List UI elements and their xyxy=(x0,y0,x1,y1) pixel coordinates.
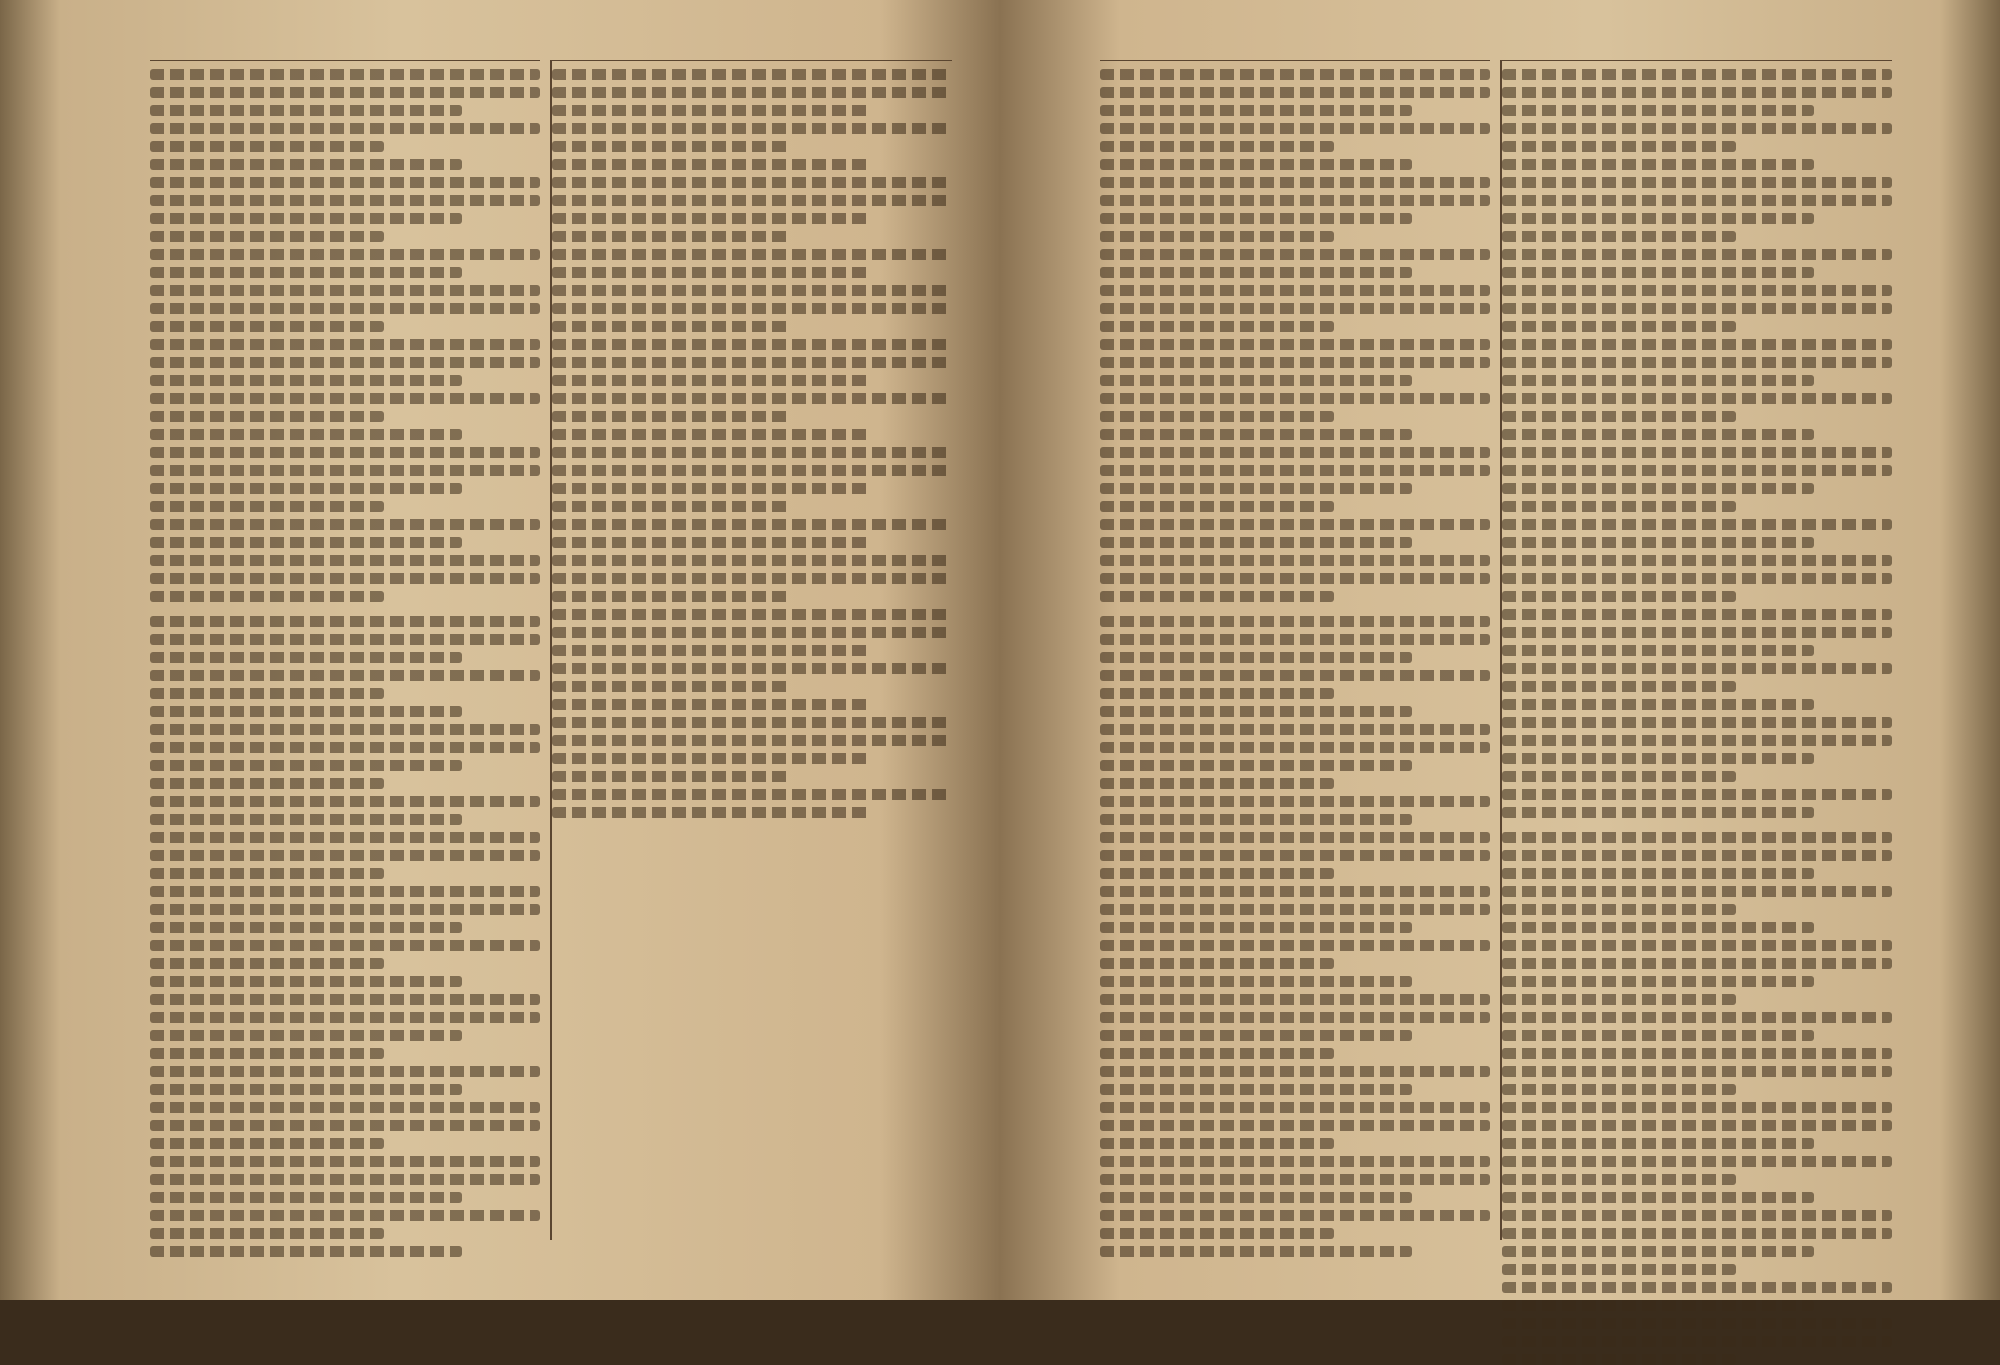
text-line xyxy=(1502,357,1892,368)
text-line xyxy=(150,868,384,879)
text-line xyxy=(1502,555,1892,566)
text-line xyxy=(1502,411,1736,422)
text-line xyxy=(1502,1120,1892,1131)
text-line xyxy=(1100,69,1490,80)
text-line xyxy=(552,717,952,728)
text-line xyxy=(1100,537,1412,548)
text-line xyxy=(1100,1102,1490,1113)
text-line xyxy=(150,832,540,843)
text-line xyxy=(552,681,792,692)
text-line xyxy=(150,1048,384,1059)
text-line xyxy=(1502,1066,1892,1077)
text-line xyxy=(1100,195,1490,206)
text-line xyxy=(1100,724,1490,735)
text-line xyxy=(1502,994,1736,1005)
text-line xyxy=(1502,850,1892,861)
text-line xyxy=(1502,213,1814,224)
text-line xyxy=(150,393,540,404)
text-line xyxy=(150,159,462,170)
text-line xyxy=(150,994,540,1005)
text-line xyxy=(1502,832,1892,843)
text-line xyxy=(552,465,952,476)
text-line xyxy=(150,591,384,602)
text-line xyxy=(150,501,384,512)
text-line xyxy=(150,688,384,699)
text-line xyxy=(1502,87,1892,98)
text-line xyxy=(552,195,952,206)
text-line xyxy=(1502,976,1814,987)
text-line xyxy=(1100,1228,1334,1239)
text-line xyxy=(1100,573,1490,584)
text-line xyxy=(1502,1156,1892,1167)
text-line xyxy=(552,177,952,188)
left-page-column-1 xyxy=(150,60,540,1240)
text-line xyxy=(150,1156,540,1167)
text-line xyxy=(1100,994,1490,1005)
text-line xyxy=(150,778,384,789)
text-line xyxy=(150,1066,540,1077)
text-line xyxy=(1100,1084,1412,1095)
right-page-column-2 xyxy=(1500,60,1892,1240)
text-line xyxy=(552,627,952,638)
text-line xyxy=(150,213,462,224)
text-line xyxy=(1502,105,1814,116)
text-line xyxy=(150,1246,462,1257)
text-line xyxy=(1502,904,1736,915)
text-line xyxy=(150,303,540,314)
text-line xyxy=(1100,1030,1412,1041)
text-line xyxy=(150,285,540,296)
text-line xyxy=(1502,789,1892,800)
text-line xyxy=(552,501,792,512)
text-line xyxy=(150,634,540,645)
text-line xyxy=(1100,285,1490,296)
text-line xyxy=(1502,267,1814,278)
text-line xyxy=(1100,904,1490,915)
text-line xyxy=(1502,195,1892,206)
text-line xyxy=(552,393,952,404)
text-line xyxy=(1502,1354,1736,1365)
text-line xyxy=(1502,699,1814,710)
text-line xyxy=(1100,555,1490,566)
text-line xyxy=(1100,940,1490,951)
text-line xyxy=(552,447,952,458)
text-line xyxy=(1502,519,1892,530)
text-line xyxy=(1502,1336,1892,1347)
text-line xyxy=(150,1012,540,1023)
text-line xyxy=(1100,652,1412,663)
text-line xyxy=(1100,375,1412,386)
text-line xyxy=(552,771,792,782)
text-line xyxy=(1502,940,1892,951)
text-line xyxy=(1502,465,1892,476)
text-line xyxy=(552,735,952,746)
text-line xyxy=(1100,814,1412,825)
text-line xyxy=(1502,429,1814,440)
text-line xyxy=(1100,159,1412,170)
text-line xyxy=(150,87,540,98)
left-page xyxy=(0,0,1000,1300)
text-line xyxy=(552,645,872,656)
text-line xyxy=(150,231,384,242)
text-line xyxy=(1100,177,1490,188)
text-line xyxy=(150,886,540,897)
text-line xyxy=(1100,411,1334,422)
text-line xyxy=(150,742,540,753)
text-line xyxy=(1100,303,1490,314)
text-line xyxy=(1502,1318,1892,1329)
text-line xyxy=(552,807,872,818)
text-line xyxy=(1100,1048,1334,1059)
text-line xyxy=(1100,483,1412,494)
text-line xyxy=(552,339,952,350)
text-line xyxy=(1502,1246,1814,1257)
text-line xyxy=(1502,69,1892,80)
text-line xyxy=(1100,832,1490,843)
text-line xyxy=(150,1138,384,1149)
text-line xyxy=(1100,357,1490,368)
text-line xyxy=(1100,1192,1412,1203)
text-lines xyxy=(1100,616,1490,1257)
text-line xyxy=(1502,958,1892,969)
text-line xyxy=(150,1120,540,1131)
text-line xyxy=(1502,1300,1814,1311)
text-line xyxy=(1100,87,1490,98)
text-line xyxy=(1100,447,1490,458)
text-line xyxy=(1100,519,1490,530)
text-line xyxy=(150,519,540,530)
text-line xyxy=(1100,1120,1490,1131)
text-line xyxy=(150,1102,540,1113)
text-line xyxy=(150,1228,384,1239)
text-line xyxy=(1100,634,1490,645)
text-line xyxy=(552,555,952,566)
text-line xyxy=(1502,285,1892,296)
text-line xyxy=(552,267,872,278)
text-line xyxy=(150,1084,462,1095)
text-line xyxy=(1502,868,1814,879)
text-line xyxy=(150,850,540,861)
text-line xyxy=(552,123,952,134)
text-line xyxy=(1502,537,1814,548)
text-line xyxy=(1100,231,1334,242)
text-line xyxy=(1100,249,1490,260)
text-line xyxy=(1502,1192,1814,1203)
text-line xyxy=(150,447,540,458)
text-line xyxy=(1100,429,1412,440)
text-line xyxy=(150,339,540,350)
text-line xyxy=(1502,717,1892,728)
text-line xyxy=(1502,303,1892,314)
text-line xyxy=(1502,681,1736,692)
text-line xyxy=(150,922,462,933)
text-line xyxy=(552,141,792,152)
text-line xyxy=(552,609,952,620)
text-line xyxy=(552,573,952,584)
text-line xyxy=(150,321,384,332)
text-line xyxy=(1502,645,1814,656)
text-line xyxy=(552,231,792,242)
text-line xyxy=(1502,609,1892,620)
text-line xyxy=(1100,1012,1490,1023)
text-line xyxy=(1502,1048,1892,1059)
text-line xyxy=(1502,627,1892,638)
text-line xyxy=(1100,105,1412,116)
text-line xyxy=(1502,1138,1814,1149)
text-line xyxy=(1100,591,1334,602)
text-line xyxy=(552,321,792,332)
text-line xyxy=(150,411,384,422)
text-line xyxy=(1502,1084,1736,1095)
text-lines xyxy=(150,69,540,602)
text-line xyxy=(552,87,952,98)
text-lines xyxy=(1100,69,1490,602)
text-line xyxy=(1100,796,1490,807)
text-line xyxy=(150,760,462,771)
text-line xyxy=(1502,339,1892,350)
text-line xyxy=(1502,483,1814,494)
text-line xyxy=(150,706,462,717)
right-page xyxy=(1000,0,2000,1300)
right-page-column-1 xyxy=(1100,60,1490,1240)
text-line xyxy=(552,303,952,314)
text-line xyxy=(150,465,540,476)
text-line xyxy=(552,591,792,602)
text-line xyxy=(1502,321,1736,332)
text-line xyxy=(1502,886,1892,897)
text-line xyxy=(1502,1174,1736,1185)
text-line xyxy=(150,1174,540,1185)
text-line xyxy=(1502,447,1892,458)
text-line xyxy=(1100,501,1334,512)
text-line xyxy=(1502,393,1892,404)
text-line xyxy=(1502,1210,1892,1221)
text-line xyxy=(150,796,540,807)
text-line xyxy=(1100,141,1334,152)
text-line xyxy=(1100,670,1490,681)
text-line xyxy=(1502,573,1892,584)
text-line xyxy=(1100,267,1412,278)
text-line xyxy=(1100,1210,1490,1221)
text-line xyxy=(1100,1246,1412,1257)
text-line xyxy=(1502,771,1736,782)
watermark-text xyxy=(990,140,1020,1140)
text-line xyxy=(1100,742,1490,753)
text-line xyxy=(1100,958,1334,969)
text-line xyxy=(1502,501,1736,512)
text-line xyxy=(150,814,462,825)
text-line xyxy=(150,249,540,260)
text-line xyxy=(1502,375,1814,386)
text-line xyxy=(150,357,540,368)
text-line xyxy=(1100,868,1334,879)
text-line xyxy=(1100,976,1412,987)
text-line xyxy=(150,976,462,987)
text-line xyxy=(552,357,952,368)
text-line xyxy=(1100,393,1490,404)
text-line xyxy=(1502,807,1814,818)
text-line xyxy=(1502,1282,1892,1293)
text-line xyxy=(1502,249,1892,260)
text-line xyxy=(1502,1264,1736,1275)
text-line xyxy=(552,249,952,260)
text-line xyxy=(150,123,540,134)
text-line xyxy=(552,519,952,530)
text-line xyxy=(150,429,462,440)
text-line xyxy=(1100,706,1412,717)
text-line xyxy=(1502,591,1736,602)
text-line xyxy=(552,483,872,494)
text-line xyxy=(1100,1174,1490,1185)
text-line xyxy=(1502,735,1892,746)
text-line xyxy=(552,789,952,800)
text-line xyxy=(150,267,462,278)
text-lines xyxy=(552,69,952,818)
text-line xyxy=(1502,159,1814,170)
text-line xyxy=(150,670,540,681)
text-line xyxy=(552,105,872,116)
text-line xyxy=(150,904,540,915)
text-line xyxy=(1502,1030,1814,1041)
text-line xyxy=(552,663,952,674)
text-lines xyxy=(1502,69,1892,818)
text-line xyxy=(1100,1066,1490,1077)
text-line xyxy=(1502,177,1892,188)
text-line xyxy=(552,753,872,764)
text-line xyxy=(1100,850,1490,861)
text-line xyxy=(552,159,872,170)
text-line xyxy=(150,724,540,735)
text-line xyxy=(1100,213,1412,224)
text-lines xyxy=(1502,832,1892,1365)
text-line xyxy=(1100,1156,1490,1167)
text-line xyxy=(150,141,384,152)
text-line xyxy=(1502,922,1814,933)
text-line xyxy=(1502,753,1814,764)
text-line xyxy=(150,573,540,584)
text-line xyxy=(150,69,540,80)
text-line xyxy=(150,195,540,206)
text-line xyxy=(1100,760,1412,771)
text-line xyxy=(150,555,540,566)
text-line xyxy=(150,375,462,386)
text-line xyxy=(552,429,872,440)
text-line xyxy=(150,105,462,116)
text-line xyxy=(1100,886,1490,897)
text-line xyxy=(150,1210,540,1221)
text-line xyxy=(150,537,462,548)
text-line xyxy=(150,958,384,969)
text-line xyxy=(150,483,462,494)
text-line xyxy=(1502,1228,1892,1239)
text-line xyxy=(1100,321,1334,332)
left-page-column-2 xyxy=(550,60,952,1240)
text-line xyxy=(552,69,952,80)
text-lines xyxy=(150,616,540,1257)
text-line xyxy=(150,1030,462,1041)
text-line xyxy=(1502,123,1892,134)
text-line xyxy=(1100,123,1490,134)
text-line xyxy=(552,411,792,422)
text-line xyxy=(552,375,872,386)
text-line xyxy=(552,213,872,224)
text-line xyxy=(1502,663,1892,674)
text-line xyxy=(1502,1102,1892,1113)
text-line xyxy=(1100,1138,1334,1149)
text-line xyxy=(1502,231,1736,242)
text-line xyxy=(150,1192,462,1203)
text-line xyxy=(1100,465,1490,476)
text-line xyxy=(150,940,540,951)
text-line xyxy=(150,177,540,188)
text-line xyxy=(1100,339,1490,350)
text-line xyxy=(552,699,872,710)
text-line xyxy=(150,616,540,627)
text-line xyxy=(1100,616,1490,627)
text-line xyxy=(1502,1012,1892,1023)
text-line xyxy=(1100,778,1334,789)
text-line xyxy=(1100,922,1412,933)
text-line xyxy=(150,652,462,663)
text-line xyxy=(552,285,952,296)
text-line xyxy=(1100,688,1334,699)
text-line xyxy=(552,537,872,548)
text-line xyxy=(1502,141,1736,152)
